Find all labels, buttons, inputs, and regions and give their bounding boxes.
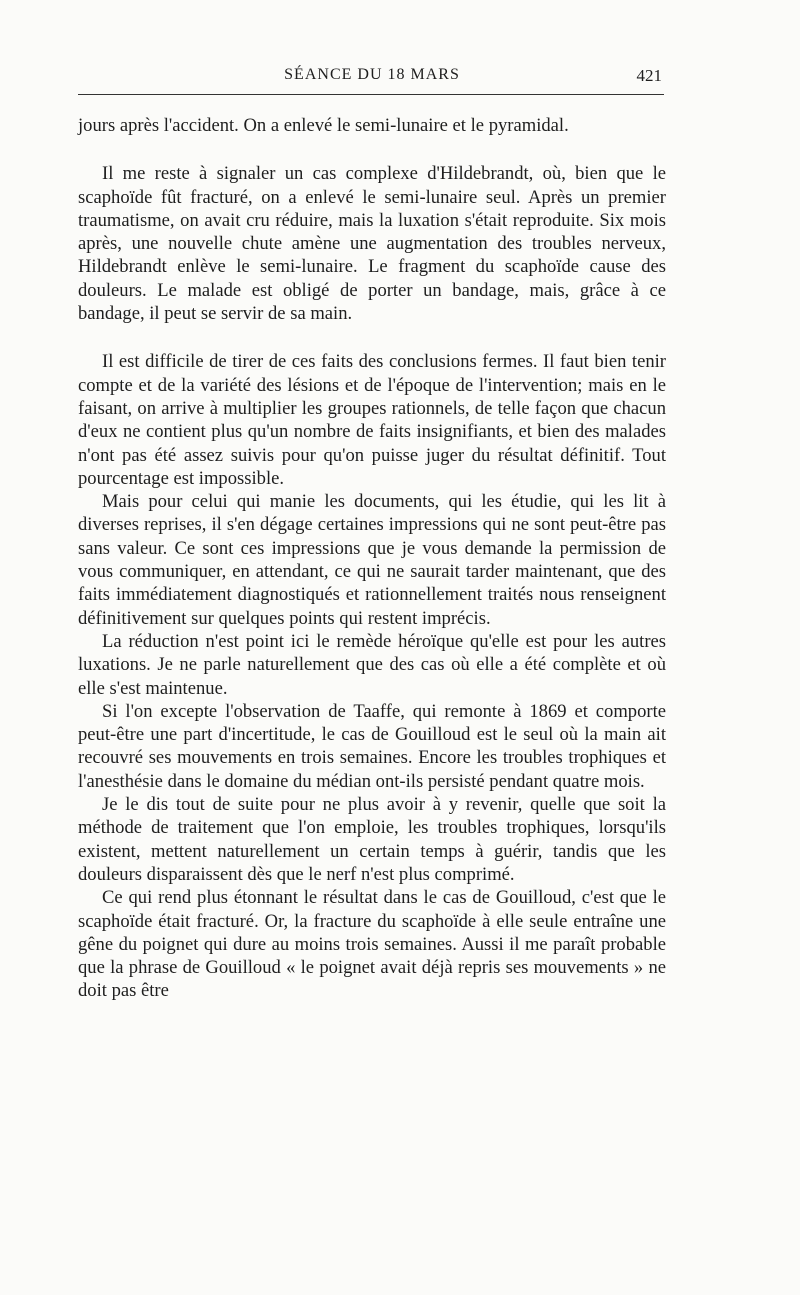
paragraph-1: jours après l'accident. On a enlevé le semi-lunaire et le pyramidal. bbox=[78, 115, 569, 136]
paragraph-gap bbox=[78, 325, 666, 350]
paragraph-7: Je le dis tout de suite pour ne plus avoir à y revenir, quelle que soit la méthode de traitement que l'on emploie, les troubles trophiques, lorsqu'ils existent, mettent naturellement un certain temps à guérir, tandis que les douleurs disparaissent dès que le nerf n'est plus comprimé. bbox=[78, 794, 666, 885]
paragraph-3: Il est difficile de tirer de ces faits des conclusions fermes. Il faut bien tenir compte et de la variété des lésions et de l'époque de l'intervention; mais en le faisant, on arrive à multiplier les groupes rationnels, de telle façon que chacun d'eux ne contient plus qu'un nombre de faits insignifiants, et bien des malades n'ont pas été assez suivis pour qu'on puisse juger du résultat définitif. Tout pourcentage est impossible. bbox=[78, 351, 666, 489]
page-number: 421 bbox=[636, 66, 662, 85]
running-head bbox=[78, 66, 666, 94]
running-head-title: SÉANCE DU 18 MARS bbox=[284, 66, 460, 83]
body-text bbox=[78, 114, 666, 1003]
paragraph-6: Si l'on excepte l'observation de Taaffe, qui remonte à 1869 et comporte peut-être une part d'incertitude, le cas de Gouilloud est le seul où la main ait recouvré ses mouvements en trois semaines. Encore les troubles trophiques et l'anesthésie dans le domaine du médian ont-ils persisté pendant quatre mois. bbox=[78, 700, 666, 792]
book-page bbox=[78, 66, 666, 1003]
header-rule bbox=[78, 94, 664, 95]
paragraph-4: Mais pour celui qui manie les documents, qui les étudie, qui les lit à diverses reprises, il s'en dégage certaines impressions qui ne sont peut-être pas sans valeur. Ce sont ces impressions que je vous demande la permission de vous communiquer, en attendant, ce qui ne saurait tarder maintenant, que des faits immédiatement diagnostiqués et rationnellement traités nous renseignent définitivement sur quelques points qui restent imprécis. bbox=[78, 491, 666, 629]
paragraph-gap bbox=[78, 137, 666, 162]
paragraph-2: Il me reste à signaler un cas complexe d'Hildebrandt, où, bien que le scaphoïde fût fracturé, on a enlevé le semi-lunaire seul. Après un premier traumatisme, on avait cru réduire, mais la luxation s'était reproduite. Six mois après, une nouvelle chute amène une augmentation des troubles nerveux, Hildebrandt enlève le semi-lunaire. Le fragment du scaphoïde cause des douleurs. Le malade est obligé de porter un bandage, mais, grâce à ce bandage, il peut se servir de sa main. bbox=[78, 163, 666, 325]
paragraph-8: Ce qui rend plus étonnant le résultat dans le cas de Gouilloud, c'est que le scaphoïde était fracturé. Or, la fracture du scaphoïde à elle seule entraîne une gêne du poignet qui dure au moins trois semaines. Aussi il me paraît probable que la phrase de Gouilloud « le poignet avait déjà repris ses mouvements » ne doit pas être bbox=[78, 887, 666, 1002]
paragraph-5: La réduction n'est point ici le remède héroïque qu'elle est pour les autres luxations. Je ne parle naturellement que des cas où elle a été complète et où elle s'est maintenue. bbox=[78, 630, 666, 699]
